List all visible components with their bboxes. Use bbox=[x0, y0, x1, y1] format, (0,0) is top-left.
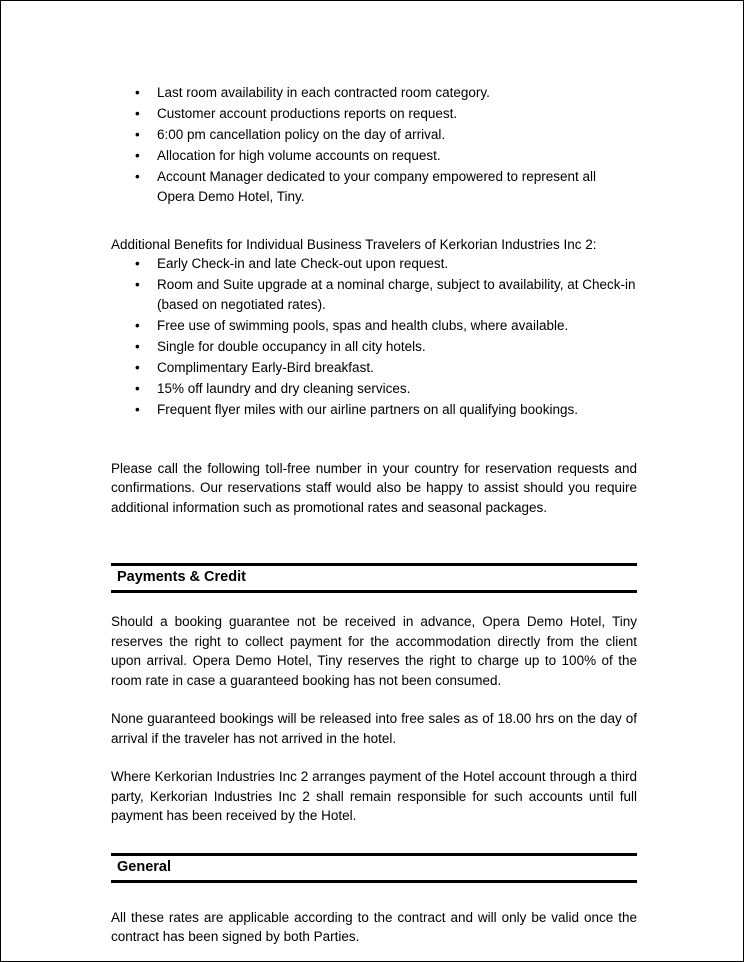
list-item: • Free use of swimming pools, spas and health clubs, where available. bbox=[111, 316, 637, 336]
list-item: • Allocation for high volume accounts on request. bbox=[111, 146, 637, 166]
spacer bbox=[111, 690, 637, 709]
list-item: • 15% off laundry and dry cleaning services. bbox=[111, 379, 637, 399]
section-title: General bbox=[117, 858, 171, 875]
list-item: • Account Manager dedicated to your company empowered to represent all Opera Demo Hotel, Tiny. bbox=[111, 167, 637, 206]
spacer bbox=[111, 826, 637, 853]
list-item: • Customer account productions reports on request. bbox=[111, 104, 637, 124]
spacer bbox=[111, 208, 637, 235]
section-title: Payments & Credit bbox=[117, 569, 246, 585]
spacer bbox=[111, 544, 637, 563]
spacer bbox=[111, 593, 637, 612]
additional-benefits-list bbox=[111, 254, 637, 419]
spacer bbox=[111, 883, 637, 902]
document-body bbox=[111, 83, 637, 947]
list-item: • 6:00 pm cancellation policy on the day of arrival. bbox=[111, 125, 637, 145]
additional-benefits-intro: Additional Benefits for Individual Business Travelers of Kerkorian Industries Inc 2: bbox=[111, 236, 597, 252]
payments-paragraph-1: Should a booking guarantee not be received in advance, Opera Demo Hotel, Tiny reserves the right to collect payment for the accommodation directly from the client upon arrival. Opera Demo Hotel, Tiny reserves the right to charge up to 100% of the room rate in case a guaranteed booking has not been consumed. bbox=[111, 614, 637, 688]
general-heading bbox=[111, 853, 637, 883]
top-benefits-list bbox=[111, 83, 637, 206]
list-item: • Complimentary Early-Bird breakfast. bbox=[111, 358, 637, 378]
payments-paragraph-3: Where Kerkorian Industries Inc 2 arranges payment of the Hotel account through a third party, Kerkorian Industries Inc 2 shall remain responsible for such accounts until full payment has been received by the Hotel. bbox=[111, 769, 637, 823]
spacer bbox=[111, 748, 637, 767]
list-item: • Frequent flyer miles with our airline partners on all qualifying bookings. bbox=[111, 400, 637, 420]
toll-free-paragraph: Please call the following toll-free number in your country for reservation requests and confirmations. Our reservations staff would also be happy to assist should you require additional information such as promotional rates and seasonal packages. bbox=[111, 460, 637, 515]
payments-credit-heading bbox=[111, 563, 637, 593]
spacer bbox=[111, 421, 637, 448]
list-item: • Last room availability in each contracted room category. bbox=[111, 83, 637, 103]
spacer bbox=[111, 448, 637, 459]
list-item: • Early Check-in and late Check-out upon request. bbox=[111, 254, 637, 274]
payments-paragraph-2: None guaranteed bookings will be released into free sales as of 18.00 hrs on the day of arrival if the traveler has not arrived in the hotel. bbox=[111, 711, 637, 746]
list-item: • Room and Suite upgrade at a nominal charge, subject to availability, at Check-in (based on negotiated rates). bbox=[111, 275, 637, 314]
general-paragraph-1: All these rates are applicable according to the contract and will only be valid once the contract has been signed by both Parties. bbox=[111, 909, 637, 944]
spacer bbox=[111, 517, 637, 544]
list-item: • Single for double occupancy in all city hotels. bbox=[111, 337, 637, 357]
